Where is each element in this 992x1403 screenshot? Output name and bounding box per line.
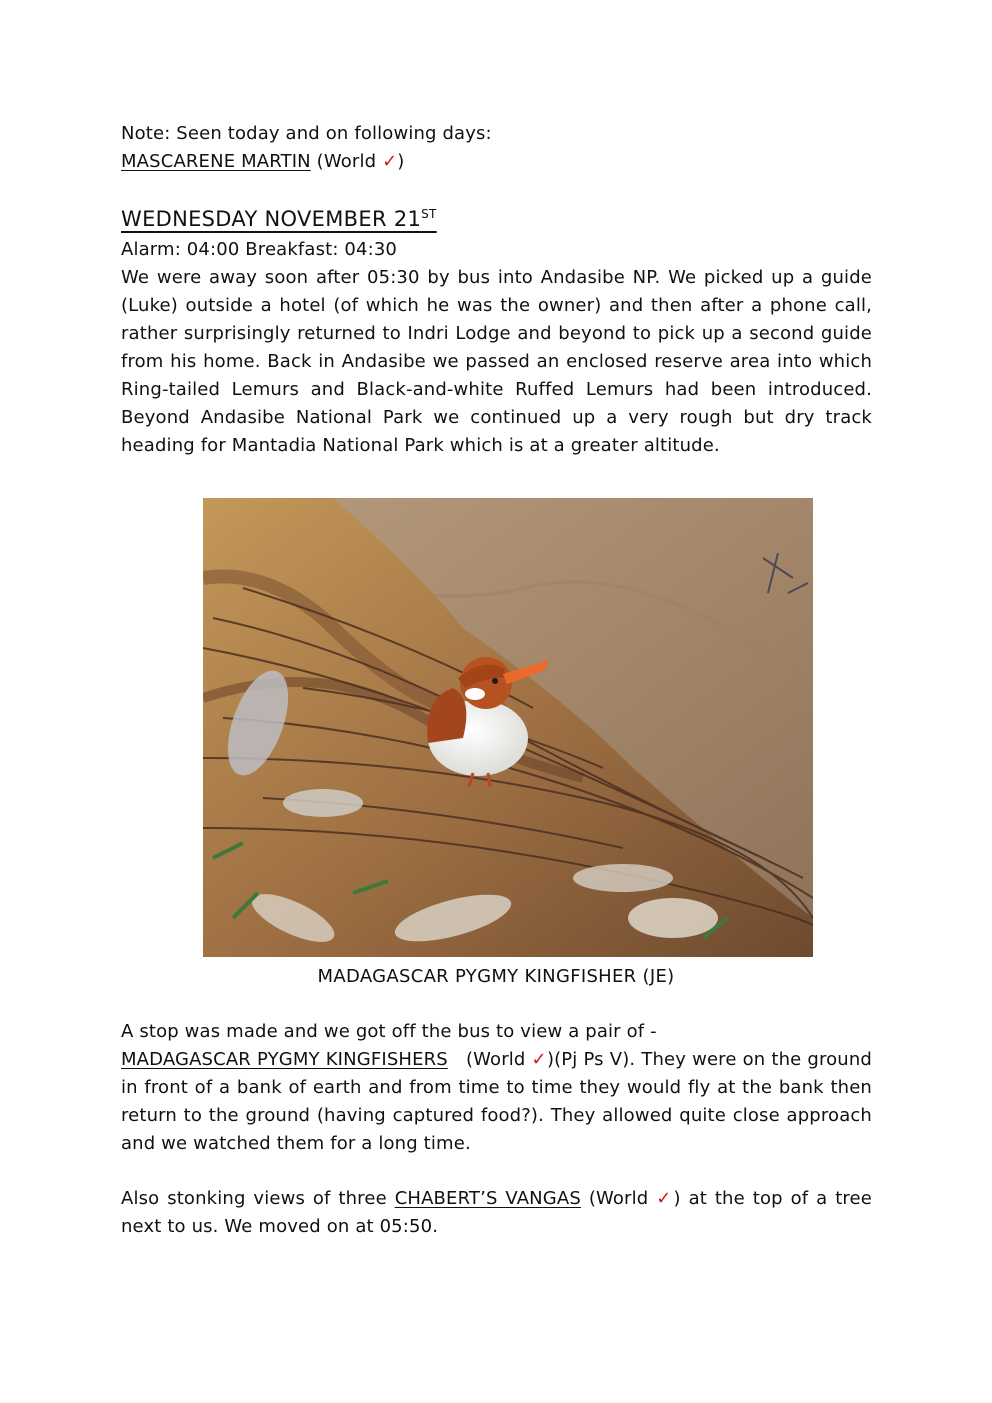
kingfisher-photo: [203, 498, 813, 957]
day-heading-suffix: ST: [421, 207, 437, 221]
note-block: [121, 120, 872, 176]
note-species-line: [121, 148, 872, 176]
day-heading: [121, 204, 437, 234]
paragraph-2: [121, 1018, 872, 1158]
day-heading-text: WEDNESDAY NOVEMBER 21: [121, 207, 422, 231]
kingfisher-photo-illustration: [203, 498, 813, 957]
tick-icon: ✓: [656, 1188, 674, 1209]
world-label: (World: [447, 1049, 532, 1070]
note-intro: Note: Seen today and on following days:: [121, 123, 492, 144]
paragraph-3: [121, 1185, 872, 1241]
paragraph-2-rest: )(Pj Ps V). They were on the ground in front of a bank of earth and from time to time they would fly at the bank then return to the ground (having captured food?). They allowed quite close approach and we watched them for a long time.: [121, 1049, 872, 1154]
paragraph-1: We were away soon after 05:30 by bus into Andasibe NP. We picked up a guide (Luke) outside a hotel (of which he was the owner) and then after a phone call, rather surprisingly returned to Indri Lodge and beyond to pick up a second guide from his home. Back in Andasibe we passed an enclosed reserve area into which Ring-tailed Lemurs and Black-and-white Ruffed Lemurs had been introduced. Beyond Andasibe National Park we continued up a very rough but dry track heading for Mantadia National Park which is at a greater altitude.: [121, 267, 872, 456]
tick-icon: ✓: [382, 151, 398, 172]
species-name-pygmy-kingfishers: MADAGASCAR PYGMY KINGFISHERS: [121, 1049, 448, 1070]
world-label-close: ): [397, 151, 405, 172]
paragraph-2-body: [121, 1046, 872, 1158]
species-name-mascarene-martin: MASCARENE MARTIN: [121, 151, 311, 172]
photo-caption: MADAGASCAR PYGMY KINGFISHER (JE): [317, 966, 675, 987]
world-label: (World: [310, 151, 383, 172]
paragraph-2-intro: A stop was made and we got off the bus to view a pair of -: [121, 1021, 657, 1042]
paragraph-3-intro: Also stonking views of three: [121, 1188, 395, 1209]
tick-icon: ✓: [531, 1049, 547, 1070]
times-line: Alarm: 04:00 Breakfast: 04:30: [121, 239, 398, 260]
world-label: (World: [580, 1188, 657, 1209]
paragraph-3-rest: ) at the top of a tree next to us. We moved on at 05:50.: [121, 1188, 872, 1237]
species-name-chaberts-vangas: CHABERT’S VANGAS: [394, 1188, 581, 1209]
